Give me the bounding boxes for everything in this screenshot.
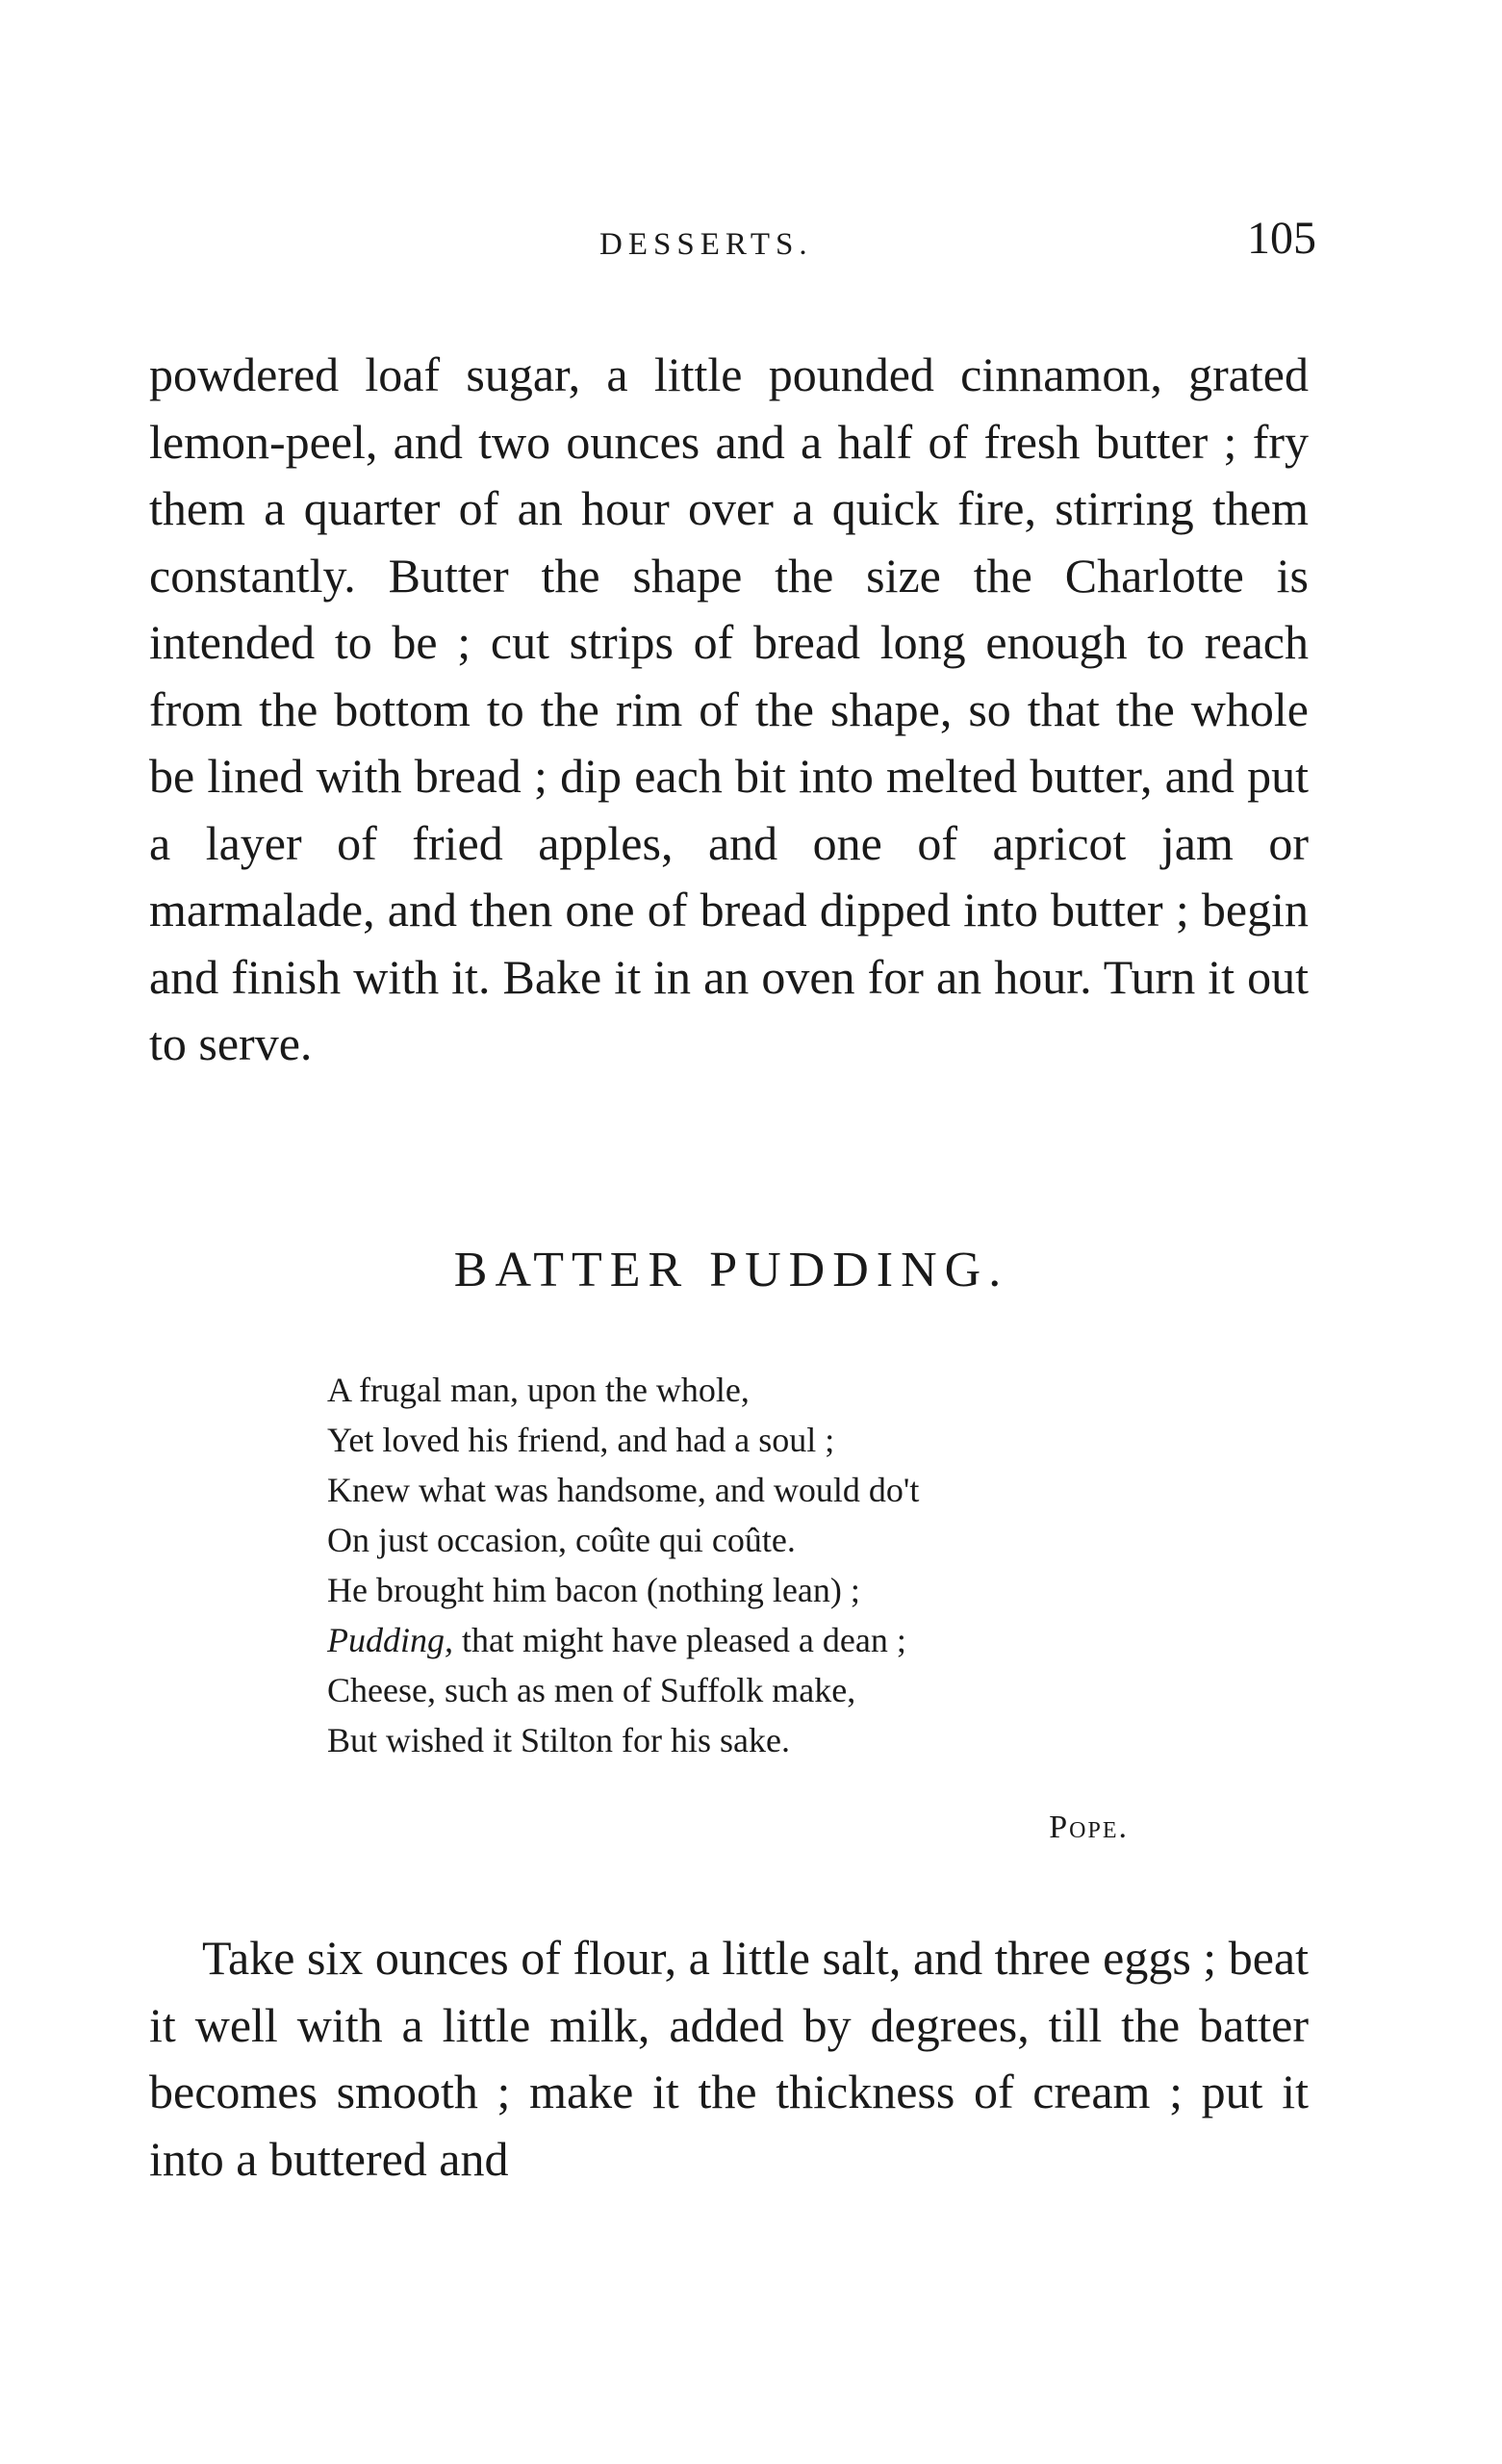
verse-italic-word: Pudding,: [327, 1621, 453, 1659]
verse-line: Yet loved his friend, and had a soul ;: [327, 1421, 835, 1459]
verse-line: A frugal man, upon the whole,: [327, 1371, 750, 1409]
running-head: [152, 213, 1316, 277]
bottom-paragraph: Take six ounces of flour, a little salt, and three eggs ; beat it well with a little milk, added by degrees, till the batter becomes smooth ; make it the thickness of cream ; put it into a buttered and: [149, 1931, 1309, 2186]
running-title: DESSERTS.: [599, 227, 813, 262]
page-number: 105: [1247, 213, 1316, 264]
verse-attribution: Pope.: [1049, 1810, 1129, 1845]
verse-line: But wished it Stilton for his sake.: [327, 1721, 790, 1759]
verse-block: [327, 1365, 1193, 1765]
verse-line-rest: that might have pleased a dean ;: [453, 1621, 906, 1659]
verse-line: He brought him bacon (nothing lean) ;: [327, 1571, 860, 1609]
verse-line-pudding: [327, 1615, 1193, 1665]
verse-line: Knew what was handsome, and would do't: [327, 1471, 920, 1509]
verse-line: Cheese, such as men of Suffolk make,: [327, 1671, 856, 1709]
top-paragraph: powdered loaf sugar, a little pounded cinnamon, grated lemon-peel, and two ounces and a half of fresh butter ; fry them a quarter of an hour over a quick fire, stirring them constantly. Butter the shape the size the Charlotte is intended to be ; cut strips of bread long enough to reach from the bottom to the rim of the shape, so that the whole be lined with bread ; dip each bit into melted butter, and put a layer of fried apples, and one of apricot jam or marmalade, and then one of bread dipped into butter ; begin and finish with it. Bake it in an oven for an hour. Turn it out to serve.: [149, 347, 1309, 1070]
verse-line: On just occasion, coûte qui coûte.: [327, 1521, 796, 1559]
section-heading: BATTER PUDDING.: [453, 1243, 1009, 1297]
